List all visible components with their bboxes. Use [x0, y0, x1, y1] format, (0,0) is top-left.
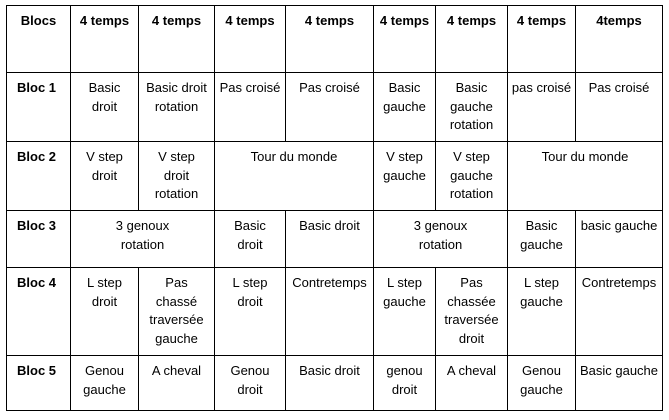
table-cell-merged: 3 genoux rotation	[71, 211, 215, 268]
table-cell: Basic gauche	[576, 356, 663, 411]
header-cell: 4 temps	[508, 6, 576, 73]
table-cell: L step gauche	[508, 268, 576, 356]
table-row-bloc-1	[7, 73, 663, 142]
table-cell: Pas croisé	[576, 73, 663, 142]
table-cell: A cheval	[139, 356, 215, 411]
table-cell: Basic gauche	[374, 73, 436, 142]
table-cell: Pas chassé traversée gauche	[139, 268, 215, 356]
row-label: Bloc 2	[7, 142, 71, 211]
table-cell: V step gauche	[374, 142, 436, 211]
table-cell: Pas croisé	[215, 73, 286, 142]
table-cell: basic gauche	[576, 211, 663, 268]
header-row	[7, 6, 663, 73]
header-cell: 4 temps	[374, 6, 436, 73]
table-cell: Basic gauche	[508, 211, 576, 268]
row-label: Bloc 4	[7, 268, 71, 356]
header-cell: 4 temps	[436, 6, 508, 73]
table-row-bloc-3	[7, 211, 663, 268]
header-cell: 4temps	[576, 6, 663, 73]
header-cell: 4 temps	[286, 6, 374, 73]
table-cell: Basic gauche rotation	[436, 73, 508, 142]
table-row-bloc-5	[7, 356, 663, 411]
table-row-bloc-2	[7, 142, 663, 211]
table-cell: genou droit	[374, 356, 436, 411]
row-label: Bloc 3	[7, 211, 71, 268]
table-cell: Basic droit	[215, 211, 286, 268]
header-cell: 4 temps	[139, 6, 215, 73]
row-label: Bloc 5	[7, 356, 71, 411]
table-cell: Contretemps	[286, 268, 374, 356]
table-cell: Basic droit	[71, 73, 139, 142]
header-cell: 4 temps	[71, 6, 139, 73]
table-cell: L step gauche	[374, 268, 436, 356]
table-cell: Contretemps	[576, 268, 663, 356]
table-cell: pas croisé	[508, 73, 576, 142]
choreography-table	[6, 5, 663, 411]
table-cell-merged: Tour du monde	[215, 142, 374, 211]
table-cell: Basic droit rotation	[139, 73, 215, 142]
table-cell: L step droit	[71, 268, 139, 356]
table-cell: Basic droit	[286, 211, 374, 268]
header-cell: 4 temps	[215, 6, 286, 73]
table-cell: Basic droit	[286, 356, 374, 411]
table-cell-merged: Tour du monde	[508, 142, 663, 211]
table-cell: Genou gauche	[508, 356, 576, 411]
table-cell: L step droit	[215, 268, 286, 356]
table-cell: V step droit rotation	[139, 142, 215, 211]
table-cell: Pas chassée traversée droit	[436, 268, 508, 356]
table-cell: Genou droit	[215, 356, 286, 411]
table-row-bloc-4	[7, 268, 663, 356]
table-cell: Genou gauche	[71, 356, 139, 411]
header-cell-blocs: Blocs	[7, 6, 71, 73]
table-cell: Pas croisé	[286, 73, 374, 142]
table-cell: V step droit	[71, 142, 139, 211]
table-cell-merged: 3 genoux rotation	[374, 211, 508, 268]
row-label: Bloc 1	[7, 73, 71, 142]
table-cell: V step gauche rotation	[436, 142, 508, 211]
table-cell: A cheval	[436, 356, 508, 411]
